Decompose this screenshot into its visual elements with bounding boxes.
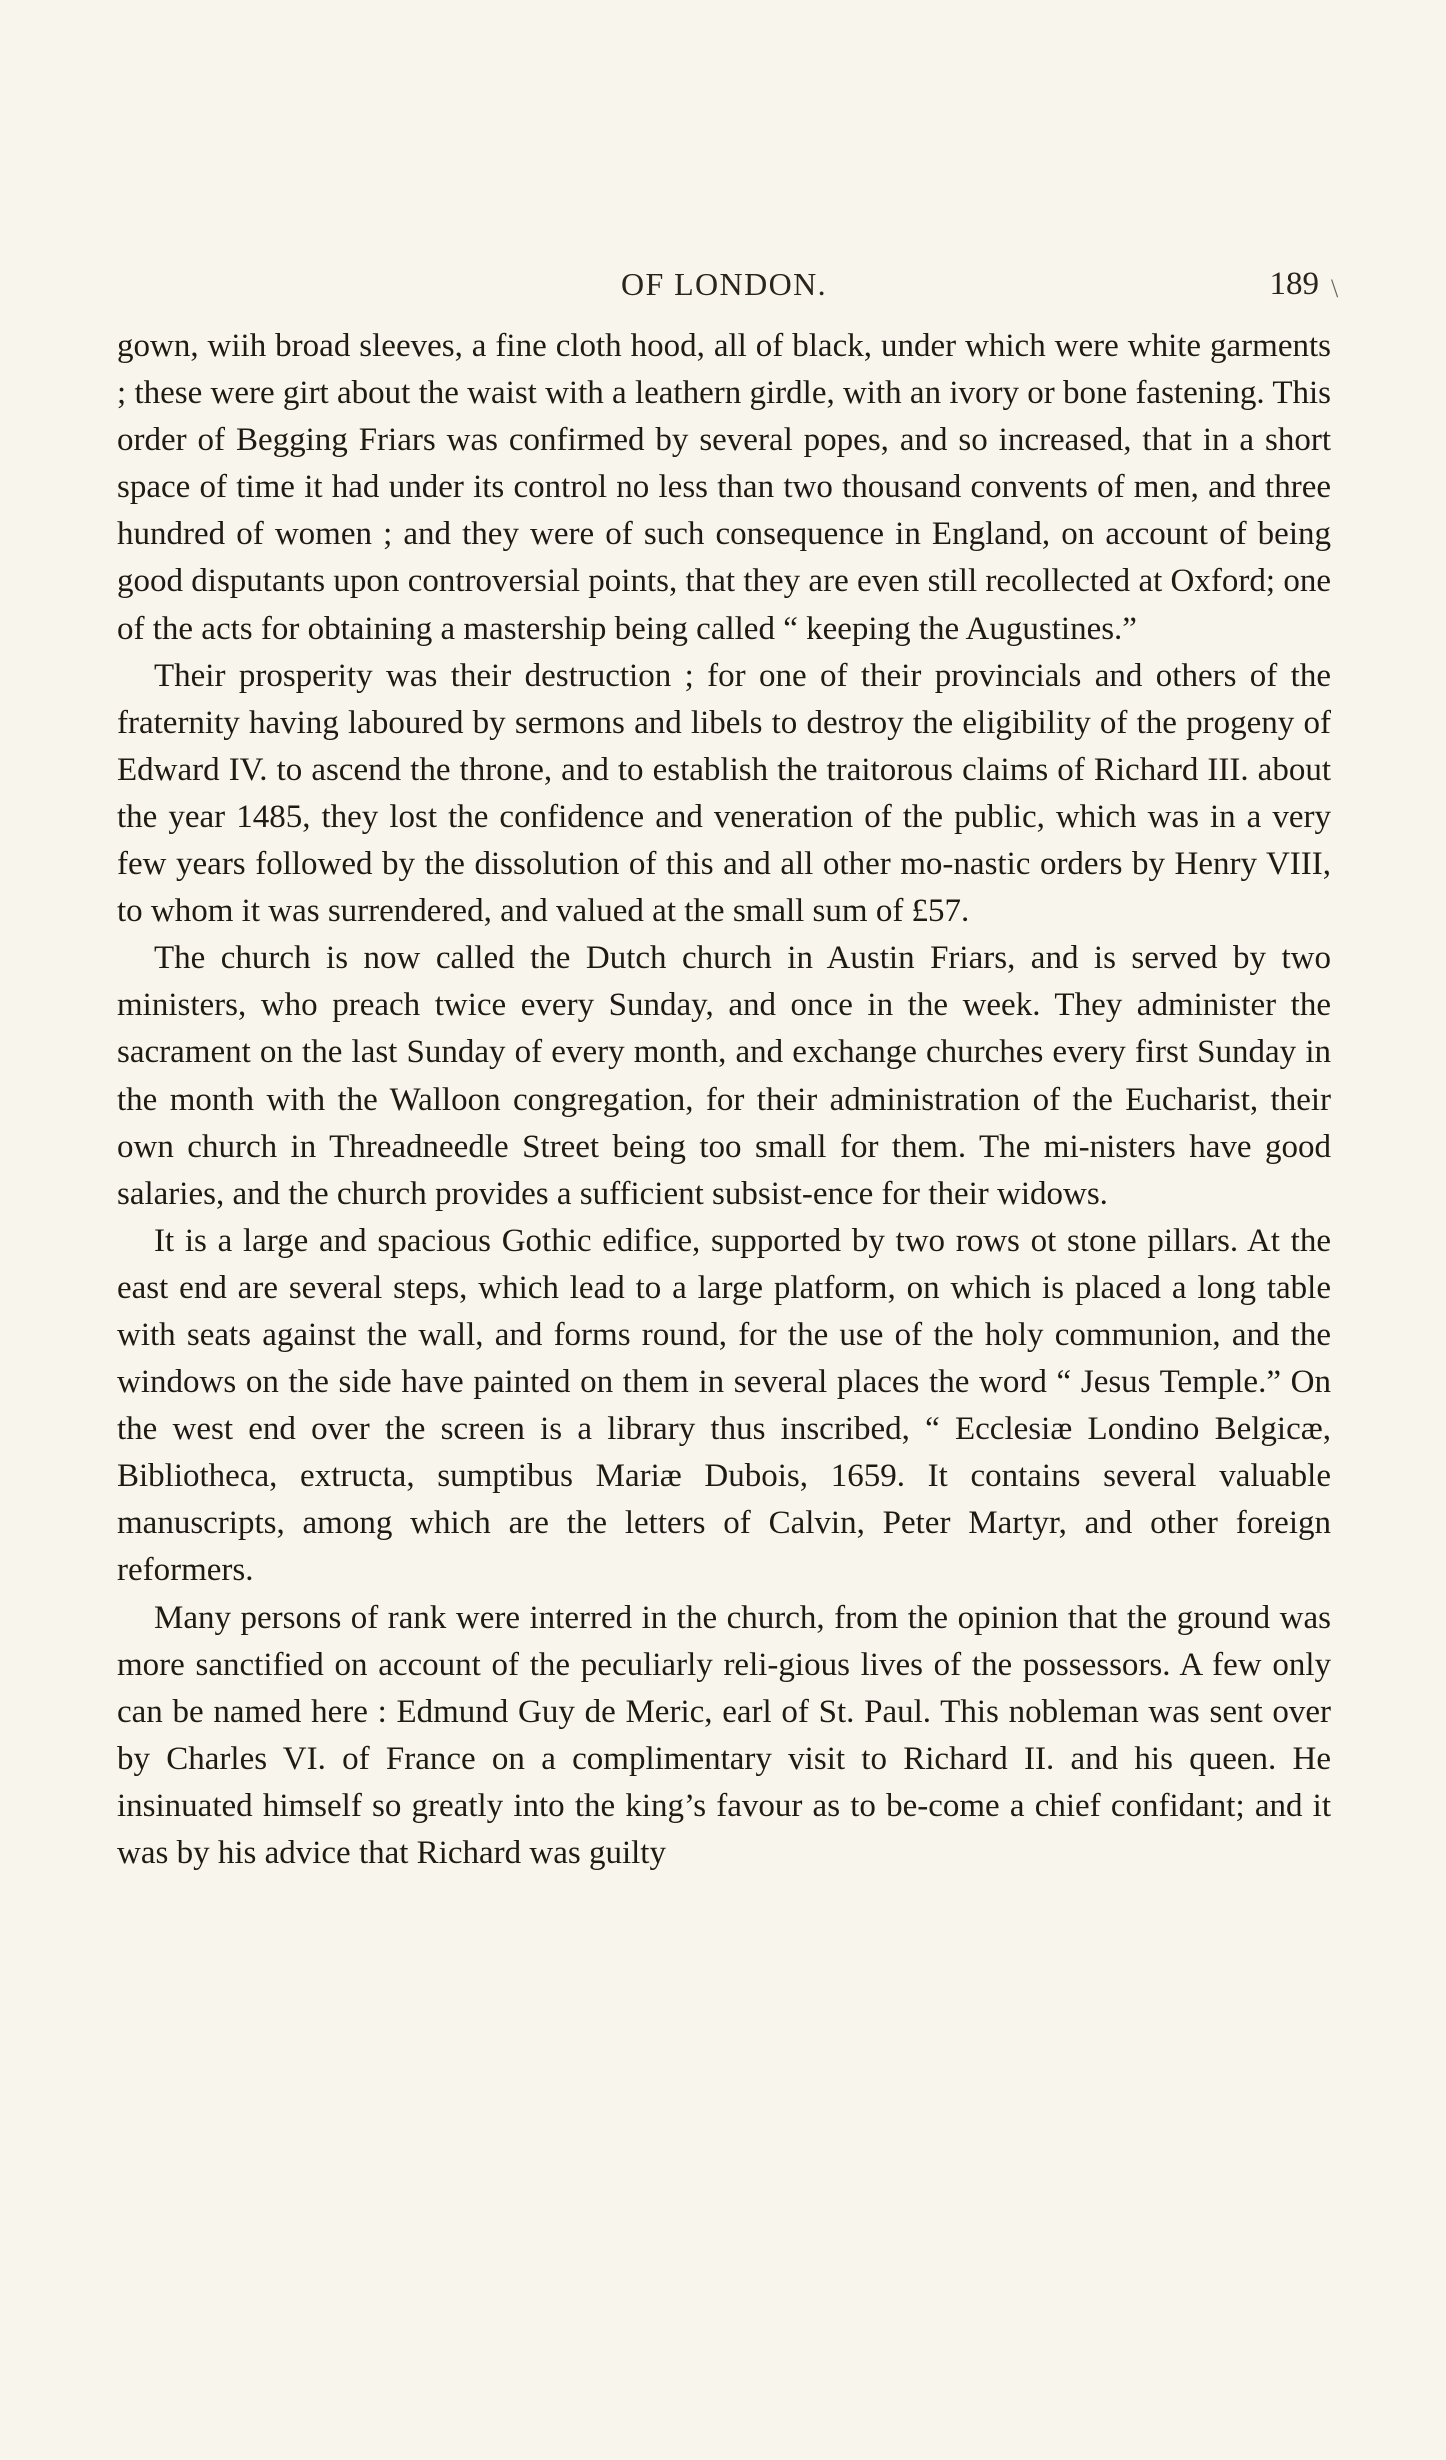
margin-mark: \ (1331, 274, 1339, 303)
paragraph-4: It is a large and spacious Gothic edifice, supported by two rows ot stone pillars. At the east end are several steps, which lead to a large platform, on which is placed a long table with seats against the wall, and forms round, for the use of the holy communion, and the windows on the side have painted on them in several places the word “ Jesus Temple.” On the west end over the screen is a library thus inscribed, “ Ecclesiæ Londino Belgicæ, Bibliotheca, extructa, sumptibus Mariæ Dubois, 1659. It contains several valuable manuscripts, among which are the letters of Calvin, Peter Martyr, and other foreign reformers. (117, 1222, 1331, 1589)
running-title: OF LONDON. (621, 266, 827, 302)
paragraph-5: Many persons of rank were interred in the church, from the opinion that the ground was more sanctified on account of the peculiarly reli-gious lives of the possessors. A few only can be named here : Edmund Guy de Meric, earl of St. Paul. This nobleman was sent over by Charles VI. of France on a complimentary visit to Richard II. and his queen. He insinuated himself so greatly into the king’s favour as to be-come a chief confidant; and it was by his advice that Richard was guilty (117, 1599, 1331, 1871)
running-head (117, 262, 1331, 306)
paragraph-2: Their prosperity was their destruction ; for one of their provincials and others of the fraternity having laboured by sermons and libels to destroy the eligibility of the progeny of Edward IV. to ascend the throne, and to establish the traitorous claims of Richard III. about the year 1485, they lost the confidence and veneration of the public, which was in a very few years followed by the dissolution of this and all other mo-nastic orders by Henry VIII, to whom it was surrendered, and valued at the small sum of £57. (117, 657, 1331, 930)
page-number: 189 (1269, 266, 1319, 302)
paragraph-3: The church is now called the Dutch church in Austin Friars, and is served by two ministers, who preach twice every Sunday, and once in the week. They administer the sacrament on the last Sunday of every month, and exchange churches every first Sunday in the month with the Walloon congregation, for their administration of the Eucharist, their own church in Threadneedle Street being too small for them. The mi-nisters have good salaries, and the church provides a sufficient subsist-ence for their widows. (117, 940, 1331, 1212)
body-text (117, 323, 1331, 1877)
paragraph-1: gown, wiih broad sleeves, a fine cloth hood, all of black, under which were white garments ; these were girt about the waist with a leathern girdle, with an ivory or bone fastening. This order of Begging Friars was confirmed by several popes, and so increased, that in a short space of time it had under its control no less than two thousand convents of men, and three hundred of women ; and they were of such consequence in England, on account of being good disputants upon controversial points, that they are even still recollected at Oxford; one of the acts for obtaining a mastership being called “ keeping the Augustines.” (117, 328, 1331, 647)
